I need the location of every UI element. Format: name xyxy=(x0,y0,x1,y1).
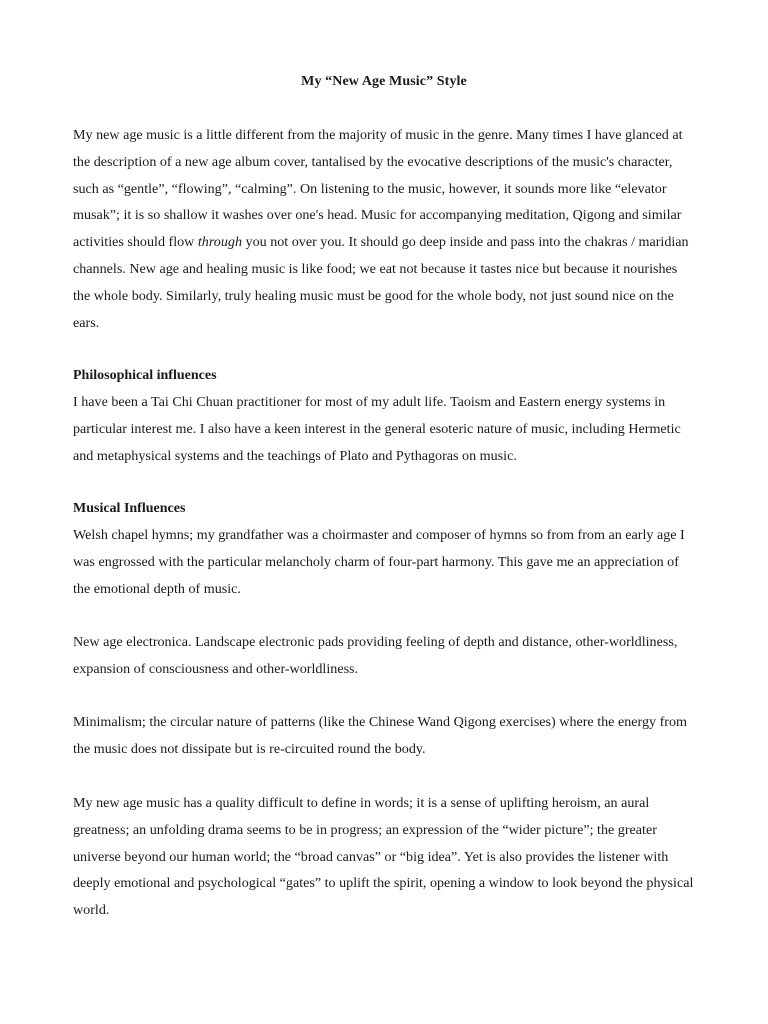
musical-paragraph-quality: My new age music has a quality difficult to define in words; it is a sense of uplifting heroism, an aural greatness; an unfolding drama seems to be in progress; an expression of the “wider picture”; the greater universe beyond our human world; the “broad canvas” or “big idea”. Yet is also provides the listener with deeply emotional and psychological “gates” to uplift the spirit, opening a window to look beyond the physical world. xyxy=(73,795,694,919)
musical-paragraph-hymns: Welsh chapel hymns; my grandfather was a choirmaster and composer of hymns so from from an early age I was engrossed with the particular melancholy charm of four-part harmony. This gave me an appreciation of the emotional depth of music. xyxy=(73,527,685,597)
intro-text-end: you not over you. It should go deep inside and pass into the chakras / maridian channels. New age and healing music is like food; we eat not because it tastes nice but because it nourishes the whole body. Similarly, truly healing music must be good for the whole body, not just sound nice on the ears. xyxy=(73,234,689,331)
document-title: My “New Age Music” Style xyxy=(301,74,467,89)
musical-paragraph-electronica: New age electronica. Landscape electronic pads providing feeling of depth and distance, other-worldliness, expansion of consciousness and other-worldliness. xyxy=(73,634,678,677)
intro-paragraph xyxy=(73,122,698,336)
philosophical-paragraph: I have been a Tai Chi Chuan practitioner for most of my adult life. Taoism and Eastern energy systems in particular interest me. I also have a keen interest in the general esoteric nature of music, including Hermetic and metaphysical systems and the teachings of Plato and Pythagoras on music. xyxy=(73,394,681,464)
intro-emphasis: through xyxy=(197,234,242,251)
philosophical-heading: Philosophical influences xyxy=(73,368,217,383)
musical-paragraph-minimalism: Minimalism; the circular nature of patterns (like the Chinese Wand Qigong exercises) where the energy from the music does not dissipate but is re-circuited round the body. xyxy=(73,714,687,757)
intro-text-start: My new age music is a little different from the majority of music in the genre. Many times I have glanced at the description of a new age album cover, tantalised by the evocative descriptions of the music's character, such as “gentle”, “flowing”, “calming”. On listening to the music, however, it sounds more like “elevator musak”; it is so shallow it washes over one's head. Music for accompanying meditation, Qigong and similar activities should flow xyxy=(73,127,683,251)
musical-heading: Musical Influences xyxy=(73,501,186,516)
